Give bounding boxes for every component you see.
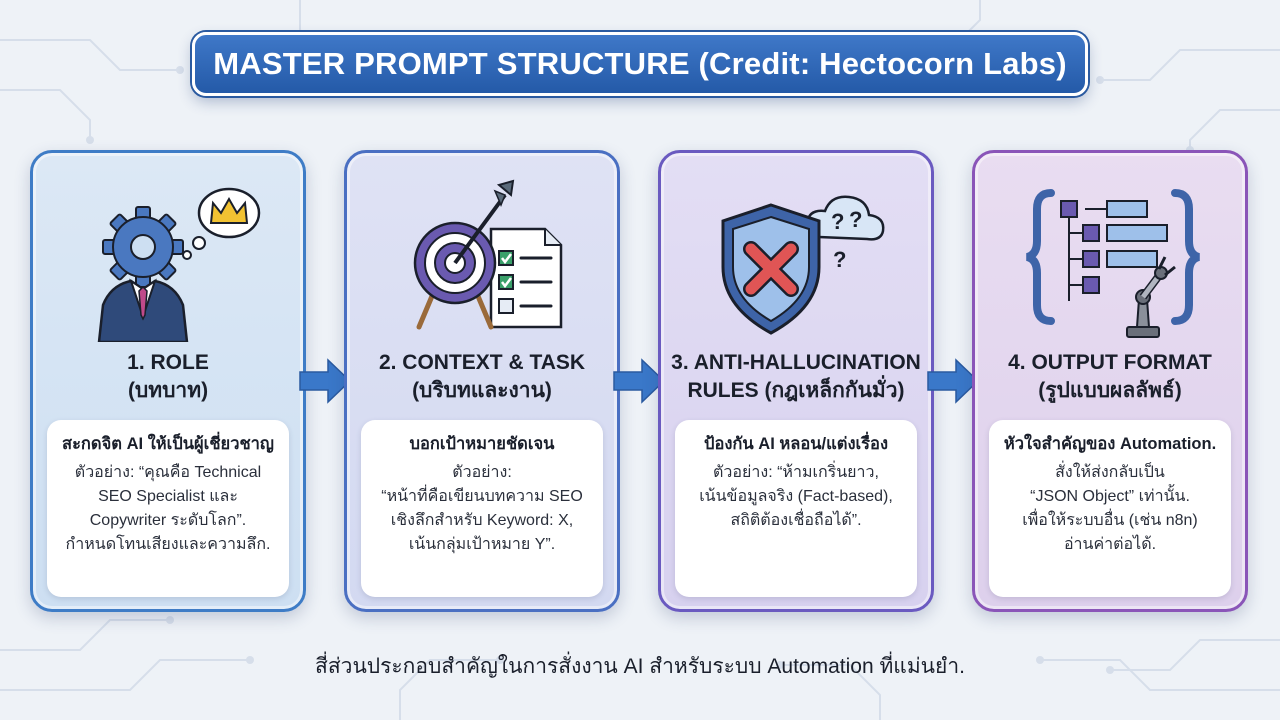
box-heading: ป้องกัน AI หลอน/แต่งเรื่อง [703,435,888,453]
box-heading: บอกเป้าหมายชัดเจน [409,435,555,453]
svg-text:?: ? [833,247,847,272]
card-description-box [989,420,1231,597]
card-heading: 1. ROLE (บทบาท) [127,351,209,402]
box-heading: หัวใจสำคัญของ Automation. [1003,435,1217,453]
card-description-box [47,420,289,597]
card-heading: 2. CONTEXT & TASK (บริบทและงาน) [378,351,586,402]
card-heading: 4. OUTPUT FORMAT (รูปแบบผลลัพธ์) [1008,351,1212,402]
card-description-box [675,420,917,597]
shield-question-cloud-icon [709,177,889,342]
target-checklist-icon [395,177,575,342]
box-text: ตัวอย่าง: “หน้าที่คือเขียนบทความ SEO เชิงลึกสำหรับ Keyword: X, เน้นกลุ่มเป้าหมาย Y”. [381,464,583,553]
card-role [30,150,306,612]
card-description-box [361,420,603,597]
box-text: ตัวอย่าง: “ห้ามเกริ่นยาว, เน้นข้อมูลจริง (Fact-based), สถิติต้องเชื่อถือได้”. [699,464,893,529]
footer-caption: สี่ส่วนประกอบสำคัญในการสั่งงาน AI สำหรับระบบ Automation ที่แม่นยำ. [315,655,965,678]
title-banner [192,32,1088,96]
box-text: ตัวอย่าง: “คุณคือ Technical SEO Specialist และ Copywriter ระดับโลก”. กำหนดโทนเสียงและความลึก. [65,464,271,553]
box-text: สั่งให้ส่งกลับเป็น “JSON Object” เท่านั้น. เพื่อให้ระบบอื่น (เช่น n8n) อ่านค่าต่อได้. [1022,464,1198,553]
json-structure-robot-arm-icon [1023,177,1203,342]
card-context-task [344,150,620,612]
page-title: MASTER PROMPT STRUCTURE (Credit: Hectocorn Labs) [213,46,1067,81]
svg-text:?: ? [831,209,845,234]
card-heading: 3. ANTI-HALLUCINATION RULES (กฎเหล็กกันมั่ว) [671,351,921,402]
card-anti-hallucination [658,150,934,612]
box-heading: สะกดจิต AI ให้เป็นผู้เชี่ยวชาญ [62,435,274,453]
person-gear-crown-icon [81,177,261,342]
svg-text:?: ? [849,207,863,232]
card-output-format [972,150,1248,612]
